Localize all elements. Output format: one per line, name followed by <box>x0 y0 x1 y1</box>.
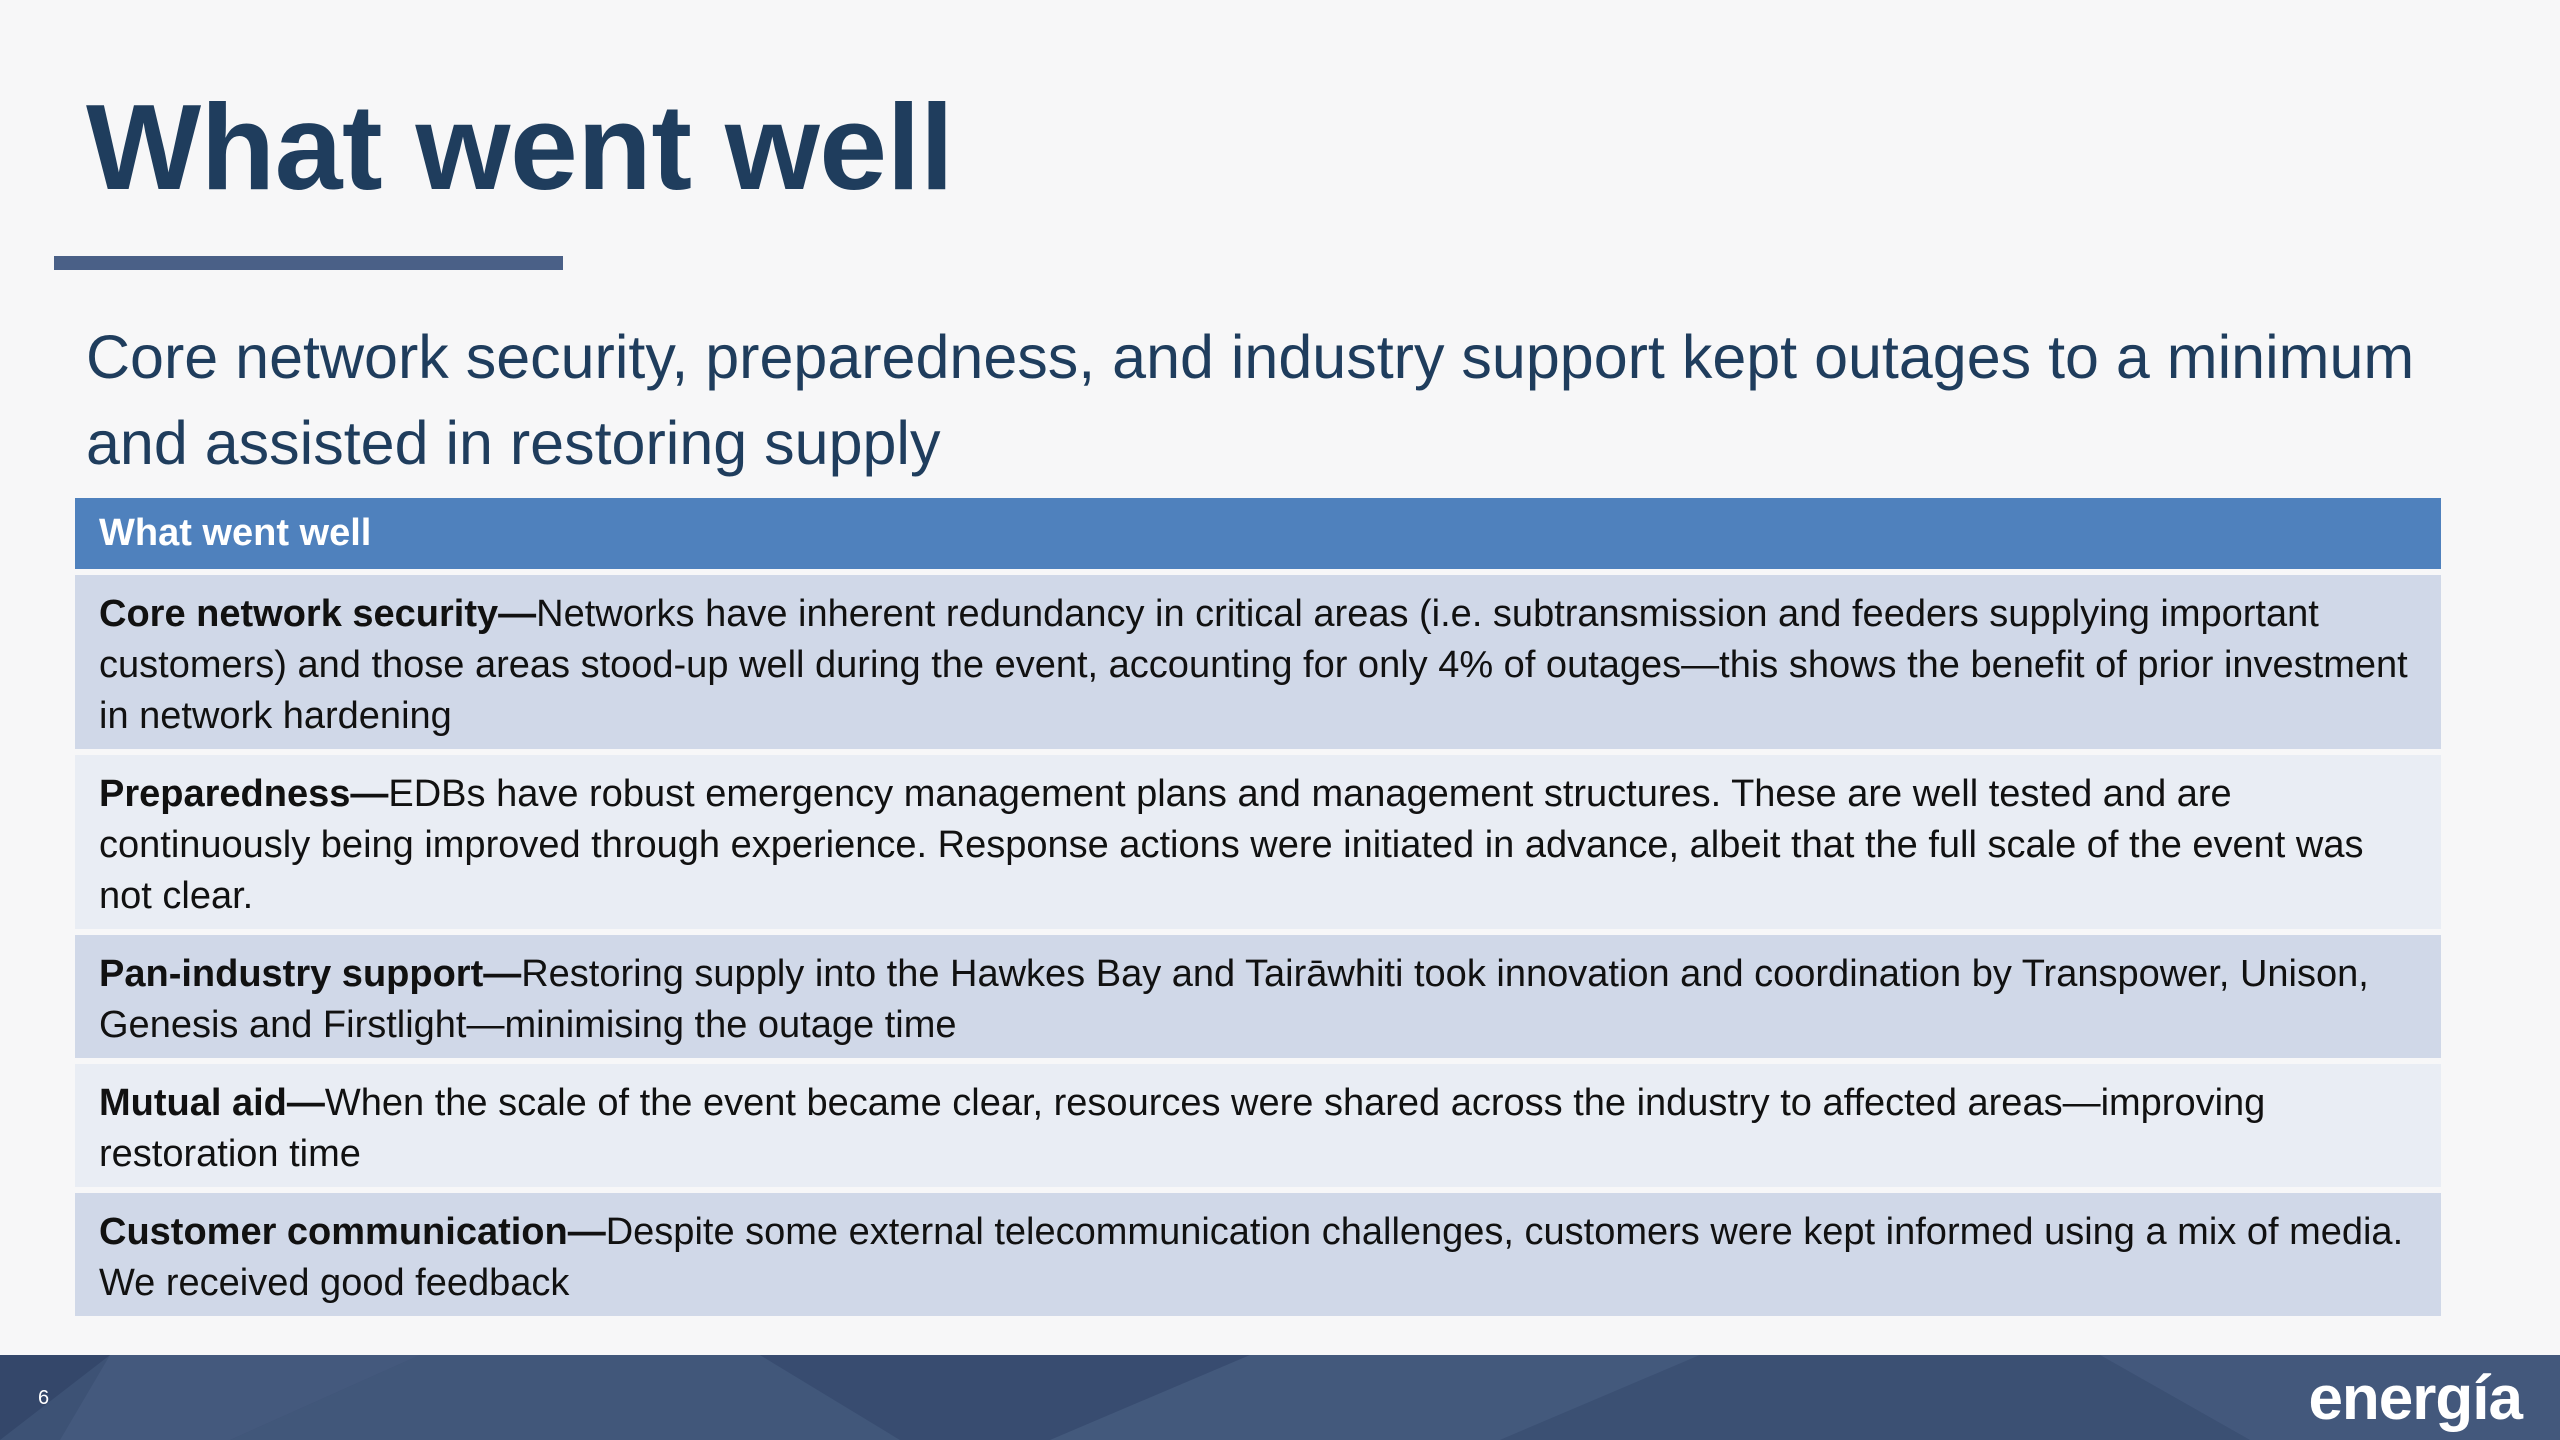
row-term: Preparedness— <box>99 773 389 815</box>
row-text: EDBs have robust emergency management plans and management structures. These are well tested and are continuously being improved through experience. Response actions were initiated in advance, albeit that the full scale of the event was not clear. <box>99 773 2364 917</box>
row-text: Networks have inherent redundancy in critical areas (i.e. subtransmission and feeders supplying important customers) and those areas stood-up well during the event, accounting for only 4% of outages—this shows the benefit of prior investment in network hardening <box>99 593 2408 737</box>
table-header-label: What went well <box>99 512 372 554</box>
row-term: Core network security— <box>99 593 537 635</box>
footer-bar <box>0 1355 2560 1440</box>
row-term: Pan-industry support— <box>99 953 522 995</box>
row-term: Customer communication— <box>99 1211 606 1253</box>
row-text: Despite some external telecommunication challenges, customers were kept informed using a mix of media. We received good feedback <box>99 1211 2404 1304</box>
row-text: When the scale of the event became clear, resources were shared across the industry to affected areas—improving restoration time <box>99 1082 2266 1175</box>
footer-facets-decoration <box>0 1355 2560 1440</box>
slide-title: What went well <box>86 79 954 215</box>
table-row-mutual-aid <box>75 1064 2441 1187</box>
row-text: Restoring supply into the Hawkes Bay and Tairāwhiti took innovation and coordination by Transpower, Unison, Genesis and Firstlight—minimising the outage time <box>99 953 2369 1046</box>
energia-logo: energía <box>2308 1364 2522 1433</box>
table-row-preparedness <box>75 755 2441 929</box>
slide-subtitle: Core network security, preparedness, and industry support kept outages to a minimum and assisted in restoring supply <box>86 323 2415 477</box>
title-underline <box>54 256 563 270</box>
table-row-customer-communication <box>75 1193 2441 1316</box>
table-row-pan-industry-support <box>75 935 2441 1058</box>
row-term: Mutual aid— <box>99 1082 325 1124</box>
table-row-core-network-security <box>75 575 2441 749</box>
page-number: 6 <box>38 1387 50 1409</box>
well-table <box>75 498 2441 1316</box>
table-header <box>75 498 2441 569</box>
